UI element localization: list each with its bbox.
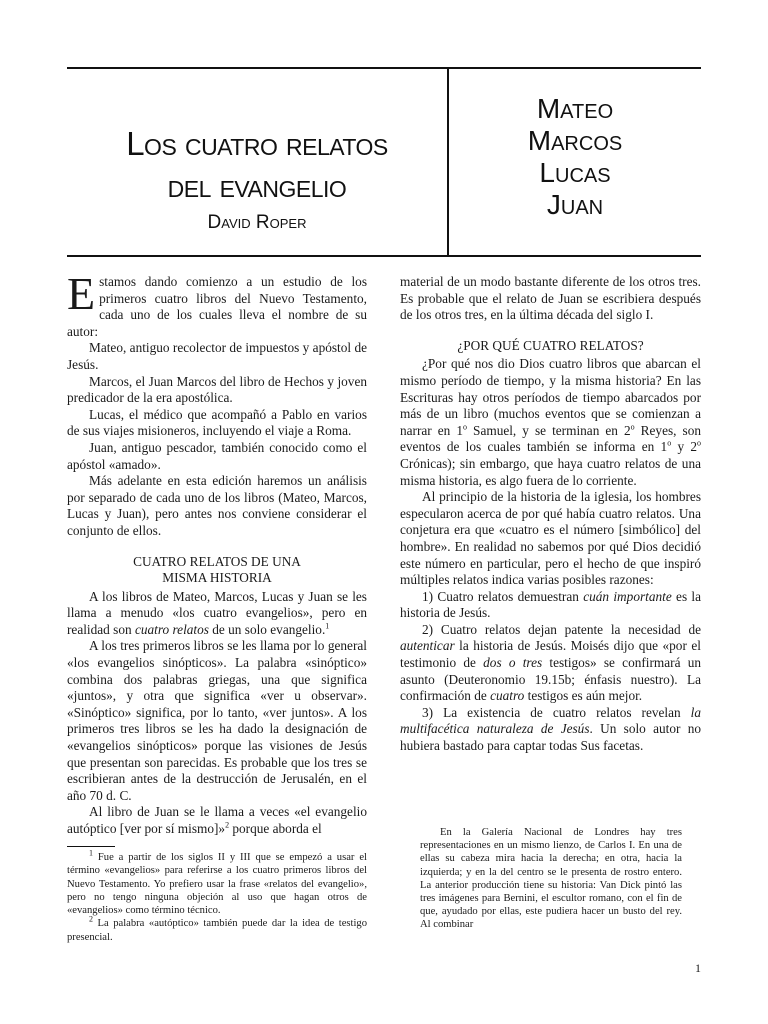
text-segment: Al libro de Juan se le llama a veces «el evangelio autóptico [ver por sí mismo]»	[67, 804, 367, 836]
title-block	[67, 69, 447, 255]
heading-line-2: MISMA HISTORIA	[162, 570, 272, 586]
text-segment: Samuel, y se terminan en 2	[467, 422, 631, 438]
ordinal-mark: o	[463, 422, 468, 432]
intro-text: stamos dando comienzo a un estudio de los primeros cuatro libros del Nuevo Testamento, cada uno de los cuales lleva el nombre de su autor:	[67, 274, 367, 339]
page-number: 1	[695, 961, 701, 975]
intro-paragraph	[67, 268, 367, 340]
footnote-ref-1[interactable]: 1	[325, 621, 330, 631]
paragraph-los-libros	[67, 589, 367, 639]
paragraph-marcos: Marcos, el Juan Marcos del libro de Hechos y joven predicador de la era apostólica.	[67, 373, 367, 406]
footnote-text: La palabra «autóptico» también puede dar la idea de testigo presencial.	[67, 918, 367, 943]
emphasis-text: cuatro relatos	[134, 621, 209, 637]
heading-line-1: CUATRO RELATOS DE UNA	[133, 553, 301, 569]
sidebar-paragraph: En la Galería Nacional de Londres hay tres representaciones en un mismo lienzo, de Carlos I. En una de ellas su cabeza mira hacia la derecha; en otra, hacia la izquierda; y en la del centro se le presenta de rostro entero. La anterior producción tiene su historia: Van Dick pintó las tres imágenes para Bernini, el escultor romano, con el fin de que, ayudado por ellas, este pudiera hacer un busto del rey. Al combinar	[420, 827, 682, 931]
article-title-line-2: del evangelio	[167, 167, 347, 204]
ordinal-mark: o	[667, 438, 672, 448]
book-mateo: Mateo	[536, 93, 614, 124]
reason-2	[400, 622, 701, 705]
ordinal-mark: o	[697, 438, 702, 448]
paragraph-juan: Juan, antiguo pescador, también conocido como el apóstol «amado».	[67, 439, 367, 472]
book-juan: Juan	[546, 189, 604, 220]
paragraph-autoptico	[67, 804, 367, 837]
text-segment: . Un solo autor no hubiera bastado para captar todas Sus facetas.	[400, 721, 701, 754]
emphasis-text: cuatro	[490, 688, 525, 704]
paragraph-por-que	[400, 356, 701, 489]
paragraph-principio: Al principio de la historia de la iglesia, los hombres especularon acerca de por qué había cuatro relatos. Una conjetura era que «cuatro es el número [simbólico] del hombre». En realidad no sabemos por qué Dios decidió este número en particular, pero el hecho de que inspiró múltiples relatos indica varias posibles razones:	[400, 489, 701, 588]
emphasis-text: la multifacética naturaleza de Jesús	[400, 704, 701, 737]
text-segment: A los libros de Mateo, Marcos, Lucas y Juan se les llama a menudo «los cuatro evangelios», pero en realidad son	[67, 588, 367, 637]
footnote-1	[67, 848, 367, 917]
article-author: David Roper	[207, 212, 307, 233]
article-title-line-1: Los cuatro relatos	[126, 125, 388, 162]
footnote-number: 1	[89, 848, 93, 858]
footnotes	[67, 848, 367, 944]
section-heading-cuatro-relatos	[67, 554, 367, 587]
footnote-2	[67, 914, 367, 944]
emphasis-text: dos o tres	[483, 655, 543, 671]
text-segment: y 2	[671, 439, 698, 455]
text-segment: ¿Por qué nos dio Dios cuatro libros que abarcan el mismo período de tiempo, y la misma historia? En las Escrituras hay otros períodos de tiempo abarcados por más de un libro (muchos eventos que se comienzan a narrar en 1	[400, 356, 701, 438]
paragraph-sinopticos: A los tres primeros libros se les llama por lo general «los evangelios sinópticos». La palabra «sinóptico» combina dos palabras griegas, una que significa «juntos», y otra que significa «ver u observar». «Sinóptico» significa, por lo tanto, «ver juntos». A los primeros tres libros se les ha dado la designación de «evangelios sinópticos» porque las visiones de Jesús que presentan son parecidas. Es probable que los tres se escribieran antes de la destrucción de Jerusalén, en el año 70 d. C.	[67, 638, 367, 803]
paragraph-mateo: Mateo, antiguo recolector de impuestos y apóstol de Jesús.	[67, 340, 367, 372]
text-segment: es la historia de Jesús.	[400, 588, 702, 621]
footnote-rule	[67, 846, 115, 847]
ordinal-mark: o	[630, 422, 635, 432]
text-segment: 1) Cuatro relatos demuestran	[422, 588, 584, 604]
book-marcos: Marcos	[527, 125, 623, 156]
book-lucas: Lucas	[539, 157, 611, 188]
text-segment: porque aborda el	[229, 821, 322, 836]
text-segment: testigos es aún mejor.	[524, 688, 643, 704]
emphasis-text: cuán importante	[583, 588, 672, 604]
text-segment: la historia de Jesús. Moisés dijo que «por el testimonio de	[400, 638, 701, 671]
section-heading-por-que: ¿POR QUÉ CUATRO RELATOS?	[457, 337, 644, 353]
footnote-text: Fue a partir de los siglos II y III que se empezó a usar el término «evangelios» para referirse a los cuatro primeros libros del Nuevo Testamento. Yo prefiero usar la frase «relatos del evangelio», pero no tengo ninguna objeción al uso que hagan otros de «evangelios» como término técnico.	[67, 852, 367, 917]
paragraph-continuation: material de un modo bastante diferente de los otros tres. Es probable que el relato de Juan se escribiera después de los otros tres, en la última década del siglo I.	[400, 274, 701, 323]
gospel-books-list	[449, 93, 701, 221]
paragraph-lucas: Lucas, el médico que acompañó a Pablo en varios de sus viajes misioneros, incluyendo el viaje a Roma.	[67, 406, 367, 439]
footnote-number: 2	[89, 914, 93, 924]
drop-cap: E	[67, 268, 96, 319]
text-segment: de un solo evangelio.	[208, 621, 326, 637]
text-segment: 2) Cuatro relatos dejan patente la necesidad de	[422, 621, 701, 637]
text-segment: Reyes, son eventos de los cuales también se informa en 1	[400, 422, 701, 455]
emphasis-text: autenticar	[400, 638, 455, 654]
reason-1	[400, 589, 701, 622]
reason-3	[400, 705, 701, 755]
right-column	[400, 274, 701, 755]
text-segment: testigos» se confirmará un asunto (Deuteronomio 19.15b; énfasis nuestro). La confirmación de	[400, 655, 701, 704]
article-header	[67, 67, 701, 257]
text-segment: 3) La existencia de cuatro relatos revelan	[422, 704, 691, 720]
paragraph-mas-adelante: Más adelante en esta edición haremos un análisis por separado de cada uno de los libros (Mateo, Marcos, Lucas y Juan), pero antes nos conviene considerar el conjunto de ellos.	[67, 473, 367, 538]
sidebar-illustration-text	[420, 826, 682, 932]
text-segment: Crónicas); sin embargo, que haya cuatro relatos de una misma historia, es algo fuera de lo corriente.	[400, 455, 701, 488]
left-column	[67, 268, 367, 838]
footnote-ref-2[interactable]: 2	[225, 820, 230, 830]
